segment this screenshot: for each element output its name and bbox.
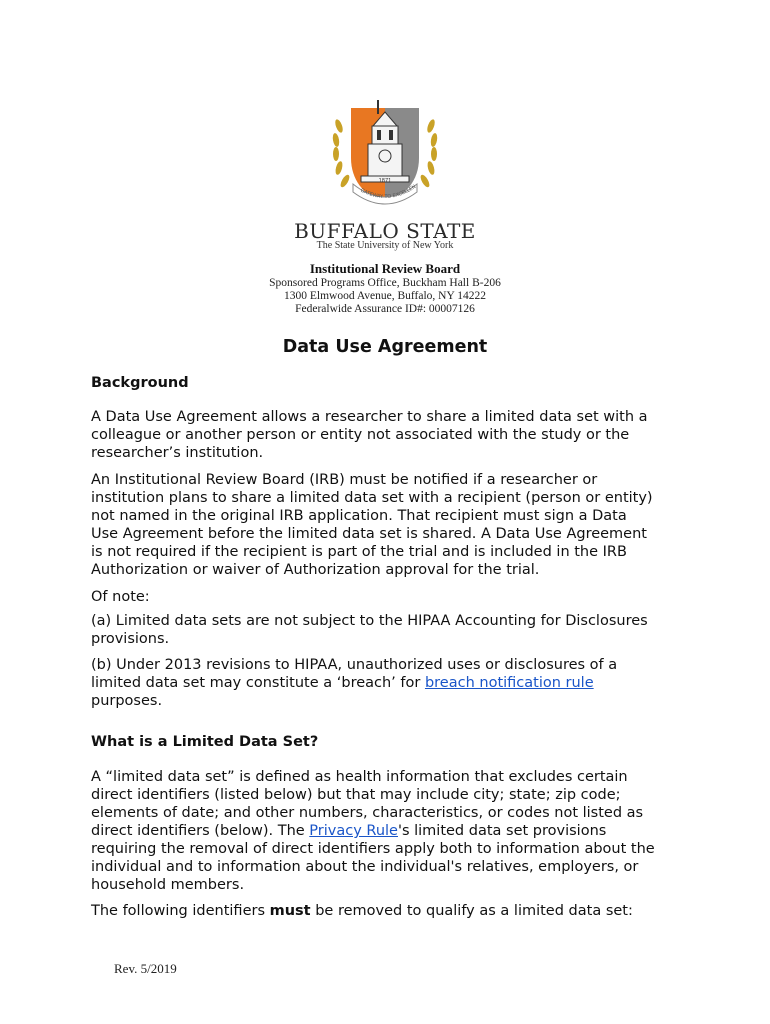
note-b: [91, 656, 691, 710]
limited-paragraph-1: [91, 768, 691, 894]
irb-heading: Institutional Review Board: [309, 261, 461, 276]
note-b-text-end: purposes.: [91, 693, 163, 709]
breach-notification-rule-link[interactable]: breach notification rule: [424, 675, 594, 691]
university-tagline: The State University of New York: [316, 240, 454, 251]
assurance-line: Federalwide Assurance ID#: 00007126: [295, 303, 475, 315]
note-a: (a) Limited data sets are not subject to the HIPAA Accounting for Disclosures provisions.: [91, 613, 648, 647]
background-paragraph-2: An Institutional Review Board (IRB) must be notified if a researcher or institution plans to share a limited data set with a recipient (person or entity) not named in the original IRB application. That recipient must sign a Data Use Agreement before the limited data set is shared. A Data Use Agreement is not required if the recipient is part of the trial and is included in the IRB Authorization or waiver of Authorization approval for the trial.: [91, 472, 653, 578]
university-wordmark: BUFFALO STATE: [294, 219, 476, 243]
limited-data-set-heading: What is a Limited Data Set?: [91, 734, 319, 750]
must-emphasis: must: [269, 903, 311, 919]
crest-motto-text: GATEWAY TO EXCELLEN: [359, 183, 418, 201]
limited-p1-text-end: 's limited data set provisions requiring the removal of direct identifiers apply both to information about the individual and to information about the individual's relatives, employers, or household members.: [91, 823, 655, 893]
limited-p2-text-start: The following identifiers: [91, 903, 270, 919]
limited-paragraph-2: [91, 902, 691, 920]
privacy-rule-link[interactable]: Privacy Rule: [309, 823, 398, 839]
revision-footer: Rev. 5/2019: [114, 961, 177, 976]
address-line: 1300 Elmwood Avenue, Buffalo, NY 14222: [284, 290, 486, 302]
document-title: Data Use Agreement: [282, 337, 488, 357]
background-heading: Background: [91, 375, 189, 391]
buffalo-state-crest-logo: [325, 96, 445, 216]
note-label: Of note:: [91, 589, 150, 605]
office-line: Sponsored Programs Office, Buckham Hall B-206: [269, 277, 501, 289]
background-paragraph-1: A Data Use Agreement allows a researcher to share a limited data set with a colleague or another person or entity not associated with the study or the researcher’s institution.: [91, 409, 648, 461]
note-b-text-start: (b) Under 2013 revisions to HIPAA, unauthorized uses or disclosures of a limited data set may constitute a ‘breach’ for: [91, 657, 618, 691]
limited-p1-text-start: A “limited data set” is defined as health information that excludes certain direct identifiers (listed below) but that may include city; state; zip code; elements of date; and other numbers, characteristics, or codes not listed as direct identifiers (below). The: [91, 769, 644, 839]
limited-p2-text-end: be removed to qualify as a limited data set:: [310, 903, 633, 919]
crest-year-text: 1871: [378, 178, 392, 184]
